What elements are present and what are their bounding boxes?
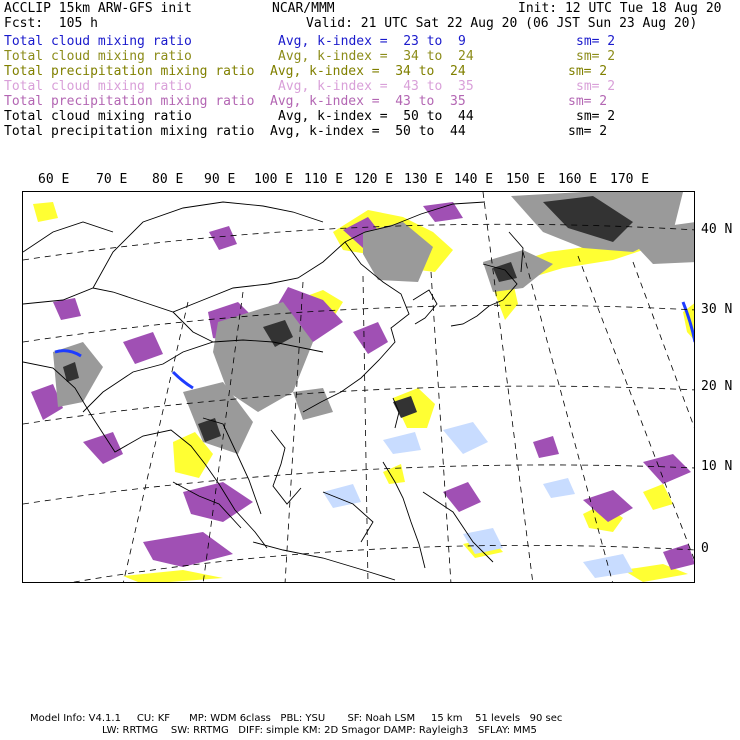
lon-label: 70 E bbox=[96, 172, 128, 187]
lon-label: 60 E bbox=[38, 172, 70, 187]
forecast-map bbox=[22, 191, 695, 583]
model-title: ACCLIP 15km ARW-GFS init bbox=[4, 1, 192, 16]
lat-label: 40 N bbox=[701, 222, 733, 237]
field-avg: Avg, k-index = 50 to 44 bbox=[270, 124, 466, 139]
field-sm: sm= 2 bbox=[568, 124, 608, 139]
field-sm: sm= 2 bbox=[576, 34, 616, 49]
lon-label: 80 E bbox=[152, 172, 184, 187]
org-label: NCAR/MMM bbox=[272, 1, 335, 16]
field-avg: Avg, k-index = 43 to 35 bbox=[270, 94, 466, 109]
field-avg: Avg, k-index = 23 to 9 bbox=[278, 34, 466, 49]
field-avg: Avg, k-index = 34 to 24 bbox=[278, 49, 474, 64]
field-name: Total cloud mixing ratio bbox=[4, 49, 192, 64]
field-name: Total cloud mixing ratio bbox=[4, 79, 192, 94]
field-name: Total precipitation mixing ratio bbox=[4, 64, 255, 79]
lon-label: 90 E bbox=[204, 172, 236, 187]
field-name: Total cloud mixing ratio bbox=[4, 34, 192, 49]
lat-label: 30 N bbox=[701, 302, 733, 317]
lat-label: 0 bbox=[701, 541, 709, 556]
field-name: Total cloud mixing ratio bbox=[4, 109, 192, 124]
map-canvas bbox=[23, 192, 695, 583]
forecast-hour: Fcst: 105 h bbox=[4, 16, 98, 31]
valid-time: Valid: 21 UTC Sat 22 Aug 20 (06 JST Sun 23 Aug 20) bbox=[306, 16, 698, 31]
lon-label: 120 E bbox=[354, 172, 394, 187]
field-sm: sm= 2 bbox=[576, 49, 616, 64]
field-name: Total precipitation mixing ratio bbox=[4, 124, 255, 139]
field-avg: Avg, k-index = 34 to 24 bbox=[270, 64, 466, 79]
cloud-shading-yellow bbox=[33, 202, 695, 583]
lon-label: 160 E bbox=[558, 172, 598, 187]
model-info-line2: LW: RRTMG SW: RRTMG DIFF: simple KM: 2D Smagor DAMP: Rayleigh3 SFLAY: MM5 bbox=[102, 725, 537, 736]
lon-label: 140 E bbox=[454, 172, 494, 187]
field-sm: sm= 2 bbox=[576, 109, 616, 124]
field-sm: sm= 2 bbox=[568, 64, 608, 79]
lon-label: 100 E bbox=[254, 172, 294, 187]
lon-label: 110 E bbox=[304, 172, 344, 187]
lon-label: 130 E bbox=[404, 172, 444, 187]
field-sm: sm= 2 bbox=[568, 94, 608, 109]
field-sm: sm= 2 bbox=[576, 79, 616, 94]
lat-label: 20 N bbox=[701, 379, 733, 394]
lat-label: 10 N bbox=[701, 459, 733, 474]
init-time: Init: 12 UTC Tue 18 Aug 20 bbox=[518, 1, 722, 16]
model-info-line1: Model Info: V4.1.1 CU: KF MP: WDM 6class PBL: YSU SF: Noah LSM 15 km 51 levels 90 sec bbox=[30, 713, 563, 724]
lon-label: 170 E bbox=[610, 172, 650, 187]
field-name: Total precipitation mixing ratio bbox=[4, 94, 255, 109]
lon-label: 150 E bbox=[506, 172, 546, 187]
field-avg: Avg, k-index = 50 to 44 bbox=[278, 109, 474, 124]
field-avg: Avg, k-index = 43 to 35 bbox=[278, 79, 474, 94]
